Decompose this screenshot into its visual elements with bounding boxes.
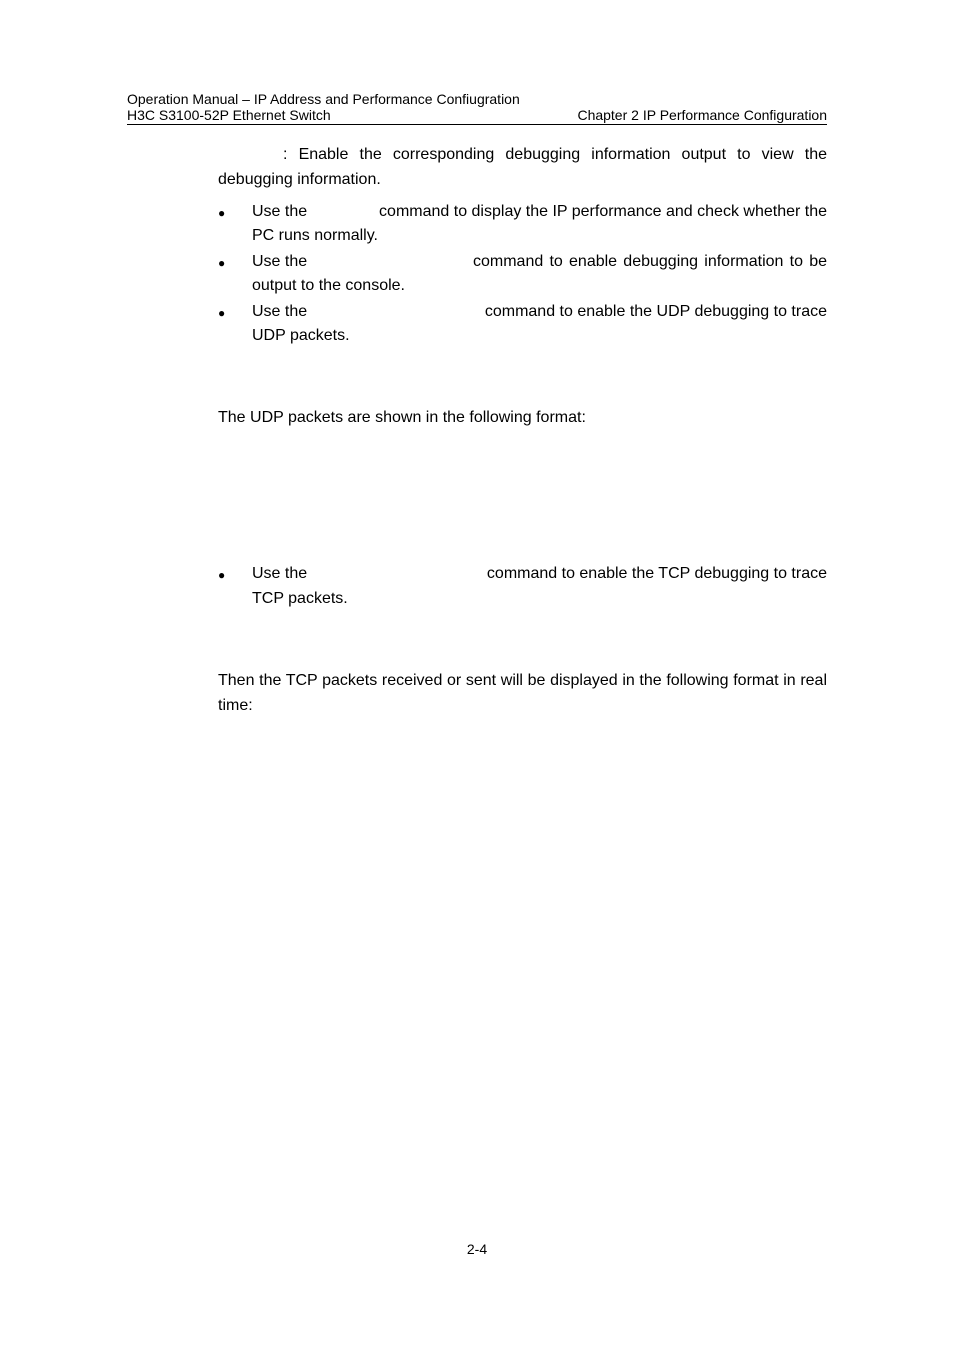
bullet-4-prefix: Use the <box>252 565 308 582</box>
bullet-4-suffix: command to enable the TCP debugging to trace <box>486 565 827 582</box>
intro-line-1: : Enable the corresponding debugging information output to view the <box>283 146 827 163</box>
bullet-1-suffix: command to display the IP performance and check whether the <box>379 203 827 220</box>
tcp-format-text-line-2: time: <box>218 697 253 714</box>
bullet-icon: ● <box>218 206 226 220</box>
udp-format-text: The UDP packets are shown in the following format: <box>218 409 586 426</box>
bullet-3-suffix: command to enable the UDP debugging to trace <box>484 303 827 320</box>
tcp-format-text-line-1: Then the TCP packets received or sent will be displayed in the following format in real <box>218 672 827 689</box>
bullet-icon: ● <box>218 306 226 320</box>
header-rule <box>127 124 827 125</box>
bullet-3-prefix: Use the <box>252 303 308 320</box>
header-product: H3C S3100-52P Ethernet Switch <box>127 107 331 123</box>
bullet-3-continuation: UDP packets. <box>252 327 350 344</box>
bullet-2-prefix: Use the <box>252 253 308 270</box>
bullet-1-prefix: Use the <box>252 203 308 220</box>
bullet-icon: ● <box>218 568 226 582</box>
bullet-1-continuation: PC runs normally. <box>252 227 378 244</box>
bullet-icon: ● <box>218 256 226 270</box>
bullet-2-suffix: command to enable debugging information to be <box>473 253 827 270</box>
bullet-2-continuation: output to the console. <box>252 277 405 294</box>
intro-line-2: debugging information. <box>218 171 381 188</box>
page-number: 2-4 <box>466 1241 488 1257</box>
header-chapter: Chapter 2 IP Performance Configuration <box>577 107 827 123</box>
header-manual-title: Operation Manual – IP Address and Performance Confiugration <box>127 91 520 107</box>
bullet-4-continuation: TCP packets. <box>252 590 348 607</box>
